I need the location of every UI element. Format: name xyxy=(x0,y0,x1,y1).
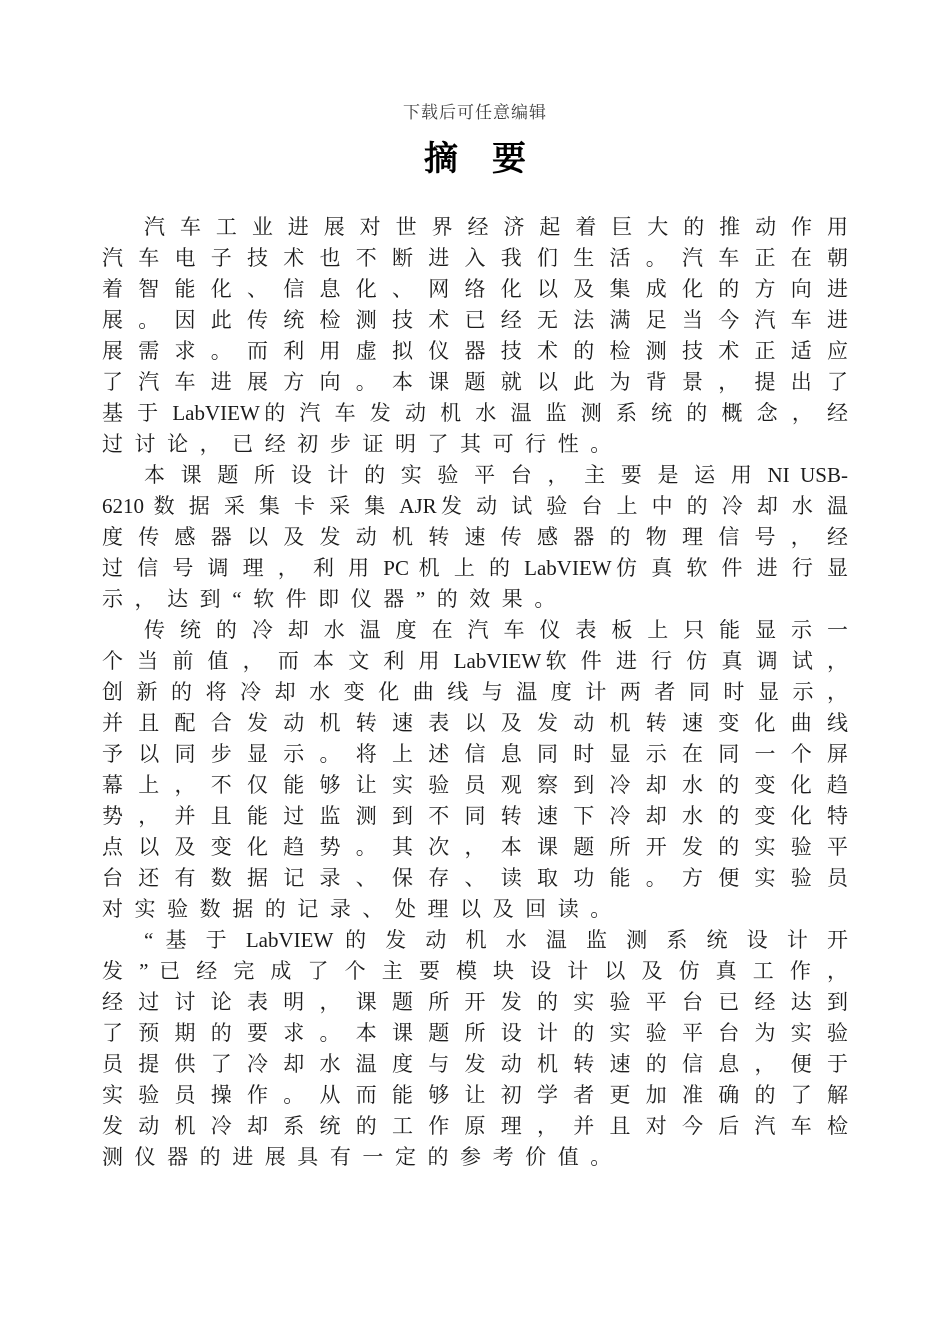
paragraph-line: 点 以 及 变 化 趋 势 。 其 次 ， 本 课 题 所 开 发 的 实 验 平 xyxy=(102,835,848,859)
paragraph-line: 员 提 供 了 冷 却 水 温 度 与 发 动 机 转 速 的 信 息 ， 便 于 xyxy=(102,1052,848,1076)
abstract-body xyxy=(102,212,848,1173)
paragraph-line: 了 汽 车 进 展 方 向 。 本 课 题 就 以 此 为 背 景 ， 提 出 了 xyxy=(102,370,848,394)
paragraph-line: 度 传 感 器 以 及 发 动 机 转 速 传 感 器 的 物 理 信 号 ， 经 xyxy=(102,525,848,549)
paragraph-line: 汽 车 电 子 技 术 也 不 断 进 入 我 们 生 活 。 汽 车 正 在 朝 xyxy=(102,246,848,270)
paragraph-line: 6210 数 据 采 集 卡 采 集 AJR发 动 试 验 台 上 中 的 冷 却 水 温 xyxy=(102,494,848,518)
paragraph-line: 基 于 LabVIEW的 汽 车 发 动 机 水 温 监 测 系 统 的 概 念 ， 经 xyxy=(102,401,848,425)
paragraph-line: 测 仪 器 的 进 展 具 有 一 定 的 参 考 价 值 。 xyxy=(102,1145,612,1169)
paragraph-line: 创 新 的 将 冷 却 水 变 化 曲 线 与 温 度 计 两 者 同 时 显 示 ， xyxy=(102,680,848,704)
paragraph-line: 展 。 因 此 传 统 检 测 技 术 已 经 无 法 满 足 当 今 汽 车 进 xyxy=(102,308,848,332)
paragraph-line: 发 动 机 冷 却 系 统 的 工 作 原 理 ， 并 且 对 今 后 汽 车 检 xyxy=(102,1114,848,1138)
paragraph-line: 对 实 验 数 据 的 记 录 、 处 理 以 及 回 读 。 xyxy=(102,897,612,921)
paragraph-line: 了 预 期 的 要 求 。 本 课 题 所 设 计 的 实 验 平 台 为 实 验 xyxy=(102,1021,848,1045)
header-note: 下载后可任意编辑 xyxy=(403,103,547,122)
paragraph-line: “ 基 于 LabVIEW 的 发 动 机 水 温 监 测 系 统 设 计 开 xyxy=(144,928,848,952)
paragraph-line: 发 ” 已 经 完 成 了 个 主 要 模 块 设 计 以 及 仿 真 工 作 ， xyxy=(102,959,848,983)
paragraph-line: 予 以 同 步 显 示 。 将 上 述 信 息 同 时 显 示 在 同 一 个 屏 xyxy=(102,742,848,766)
paragraph-line: 着 智 能 化 、 信 息 化 、 网 络 化 以 及 集 成 化 的 方 向 进 xyxy=(102,277,848,301)
paragraph-line: 台 还 有 数 据 记 录 、 保 存 、 读 取 功 能 。 方 便 实 验 员 xyxy=(102,866,848,890)
paragraph-line: 汽 车 工 业 进 展 对 世 界 经 济 起 着 巨 大 的 推 动 作 用 xyxy=(144,215,848,239)
paragraph-line: 并 且 配 合 发 动 机 转 速 表 以 及 发 动 机 转 速 变 化 曲 线 xyxy=(102,711,848,735)
paragraph-line: 实 验 员 操 作 。 从 而 能 够 让 初 学 者 更 加 准 确 的 了 解 xyxy=(102,1083,848,1107)
paragraph-line: 本 课 题 所 设 计 的 实 验 平 台 ， 主 要 是 运 用 NI USB- xyxy=(144,463,848,487)
page-title: 摘 要 xyxy=(424,140,526,178)
paragraph-line: 个 当 前 值 ， 而 本 文 利 用 LabVIEW软 件 进 行 仿 真 调 试 ， xyxy=(102,649,848,673)
paragraph-line: 展 需 求 。 而 利 用 虚 拟 仪 器 技 术 的 检 测 技 术 正 适 应 xyxy=(102,339,848,363)
paragraph-line: 传 统 的 冷 却 水 温 度 在 汽 车 仪 表 板 上 只 能 显 示 一 xyxy=(144,618,848,642)
paragraph-line: 幕 上 ， 不 仅 能 够 让 实 验 员 观 察 到 冷 却 水 的 变 化 趋 xyxy=(102,773,848,797)
paragraph-line: 过 信 号 调 理 ， 利 用 PC 机 上 的 LabVIEW仿 真 软 件 进 行 显 xyxy=(102,556,848,580)
paragraph-line: 势 ， 并 且 能 过 监 测 到 不 同 转 速 下 冷 却 水 的 变 化 特 xyxy=(102,804,848,828)
paragraph-line: 示 ， 达 到 “ 软 件 即 仪 器 ” 的 效 果 。 xyxy=(102,587,556,611)
paragraph-line: 经 过 讨 论 表 明 ， 课 题 所 开 发 的 实 验 平 台 已 经 达 到 xyxy=(102,990,848,1014)
paragraph-line: 过 讨 论 ， 已 经 初 步 证 明 了 其 可 行 性 。 xyxy=(102,432,612,456)
